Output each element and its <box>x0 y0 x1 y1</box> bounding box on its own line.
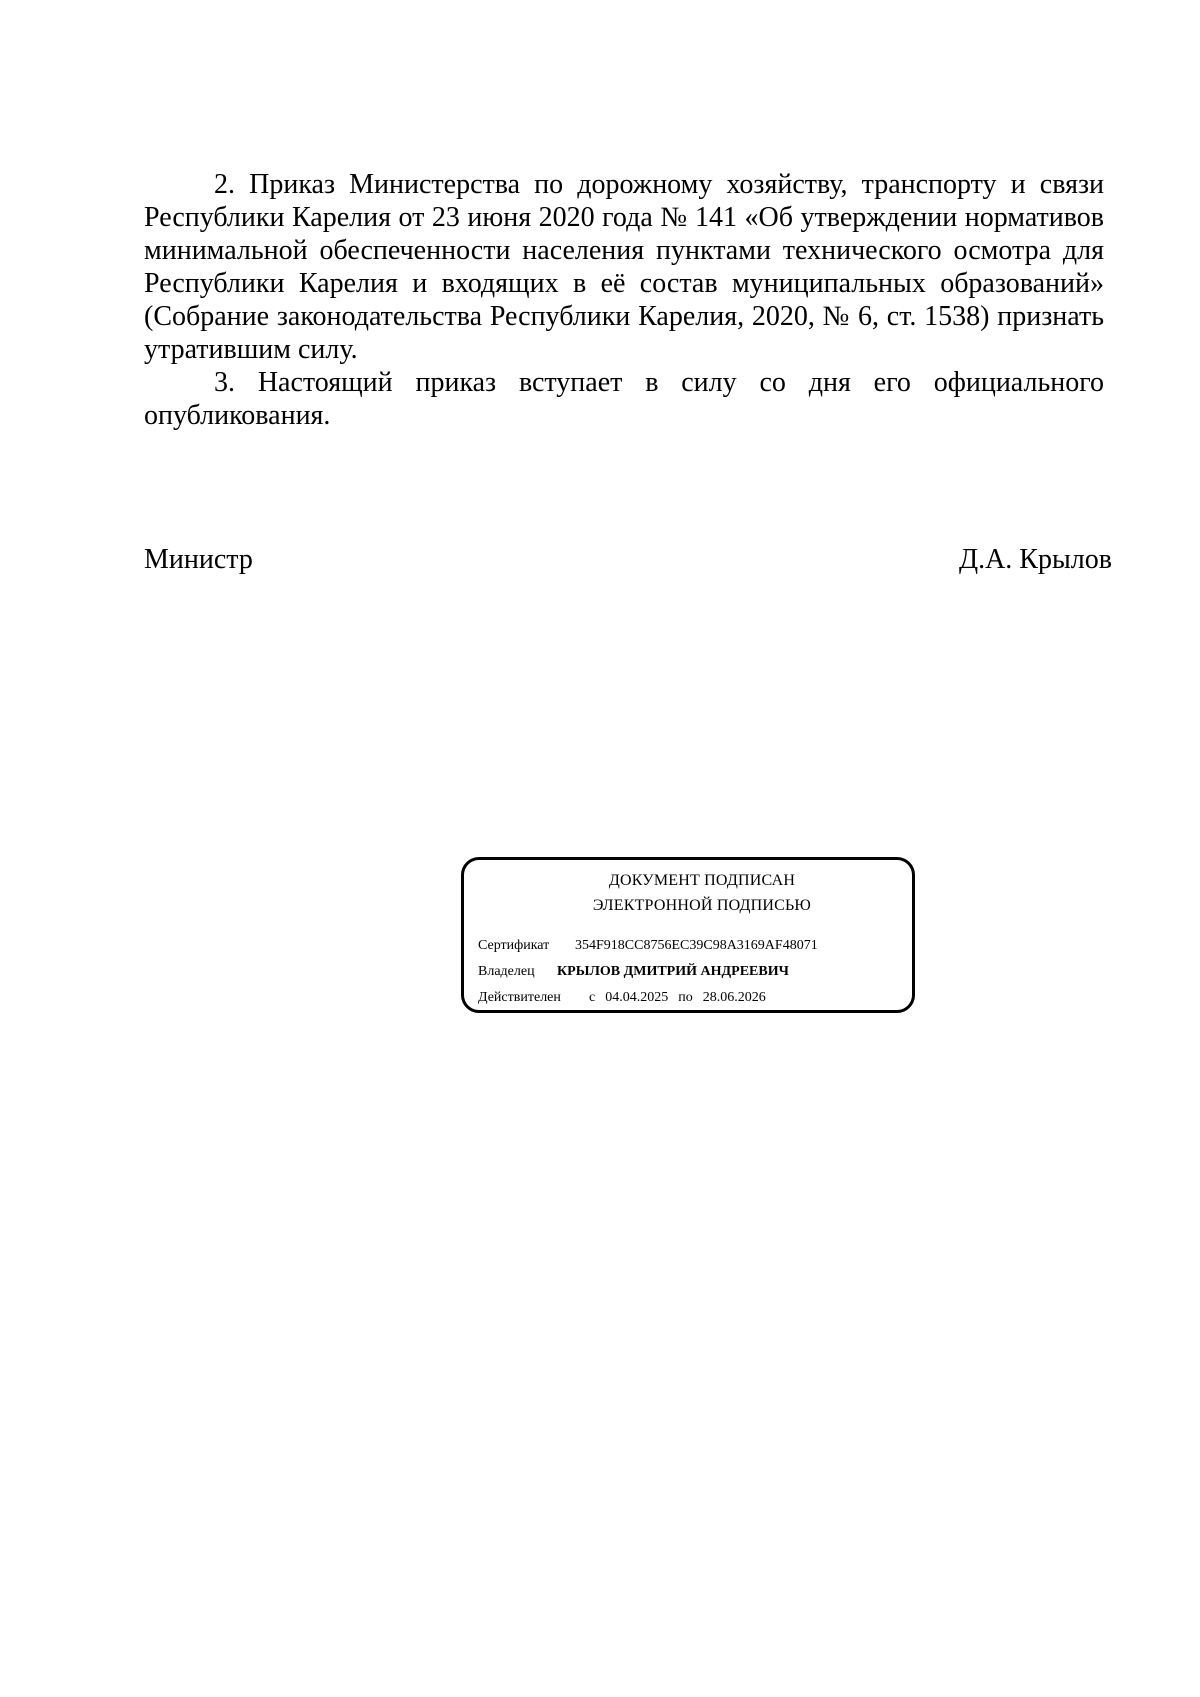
owner-value: КРЫЛОВ ДМИТРИЙ АНДРЕЕВИЧ <box>557 964 789 979</box>
certificate-value: 354F918CC8756EC39C98A3169AF48071 <box>575 938 818 953</box>
valid-to-prefix: по <box>678 990 693 1005</box>
stamp-owner-row <box>478 963 789 981</box>
paragraph-2: 2. Приказ Министерства по дорожному хозяйству, транспорту и связи Республики Карелия от 23 июня 2020 года № 141 «Об утверждении нормативов минимальной обеспеченности населения пунктами технического осмотра для Республики Карелия и входящих в её состав муниципальных образований» (Собрание законодательства Республики Карелия, 2020, № 6, ст. 1538) признать утратившим силу. <box>144 169 1104 365</box>
signatory-role: Министр <box>144 544 253 575</box>
stamp-header-line2: ЭЛЕКТРОННОЙ ПОДПИСЬЮ <box>592 897 812 914</box>
certificate-label: Сертификат <box>478 938 550 953</box>
stamp-header-line1: ДОКУМЕНТ ПОДПИСАН <box>608 872 796 889</box>
document-body <box>144 168 1104 432</box>
signatory-name: Д.А. Крылов <box>958 544 1112 575</box>
valid-to-date: 28.06.2026 <box>702 990 766 1005</box>
stamp-certificate-row <box>478 937 818 955</box>
paragraph-3: 3. Настоящий приказ вступает в силу со дня его официального опубликования. <box>144 367 1104 431</box>
electronic-signature-stamp <box>461 857 915 1013</box>
owner-label: Владелец <box>478 964 535 979</box>
stamp-validity-row <box>478 989 766 1007</box>
valid-from-prefix: с <box>589 990 596 1005</box>
valid-label: Действителен <box>478 990 561 1005</box>
stamp-header <box>464 868 912 918</box>
valid-from-date: 04.04.2025 <box>605 990 669 1005</box>
